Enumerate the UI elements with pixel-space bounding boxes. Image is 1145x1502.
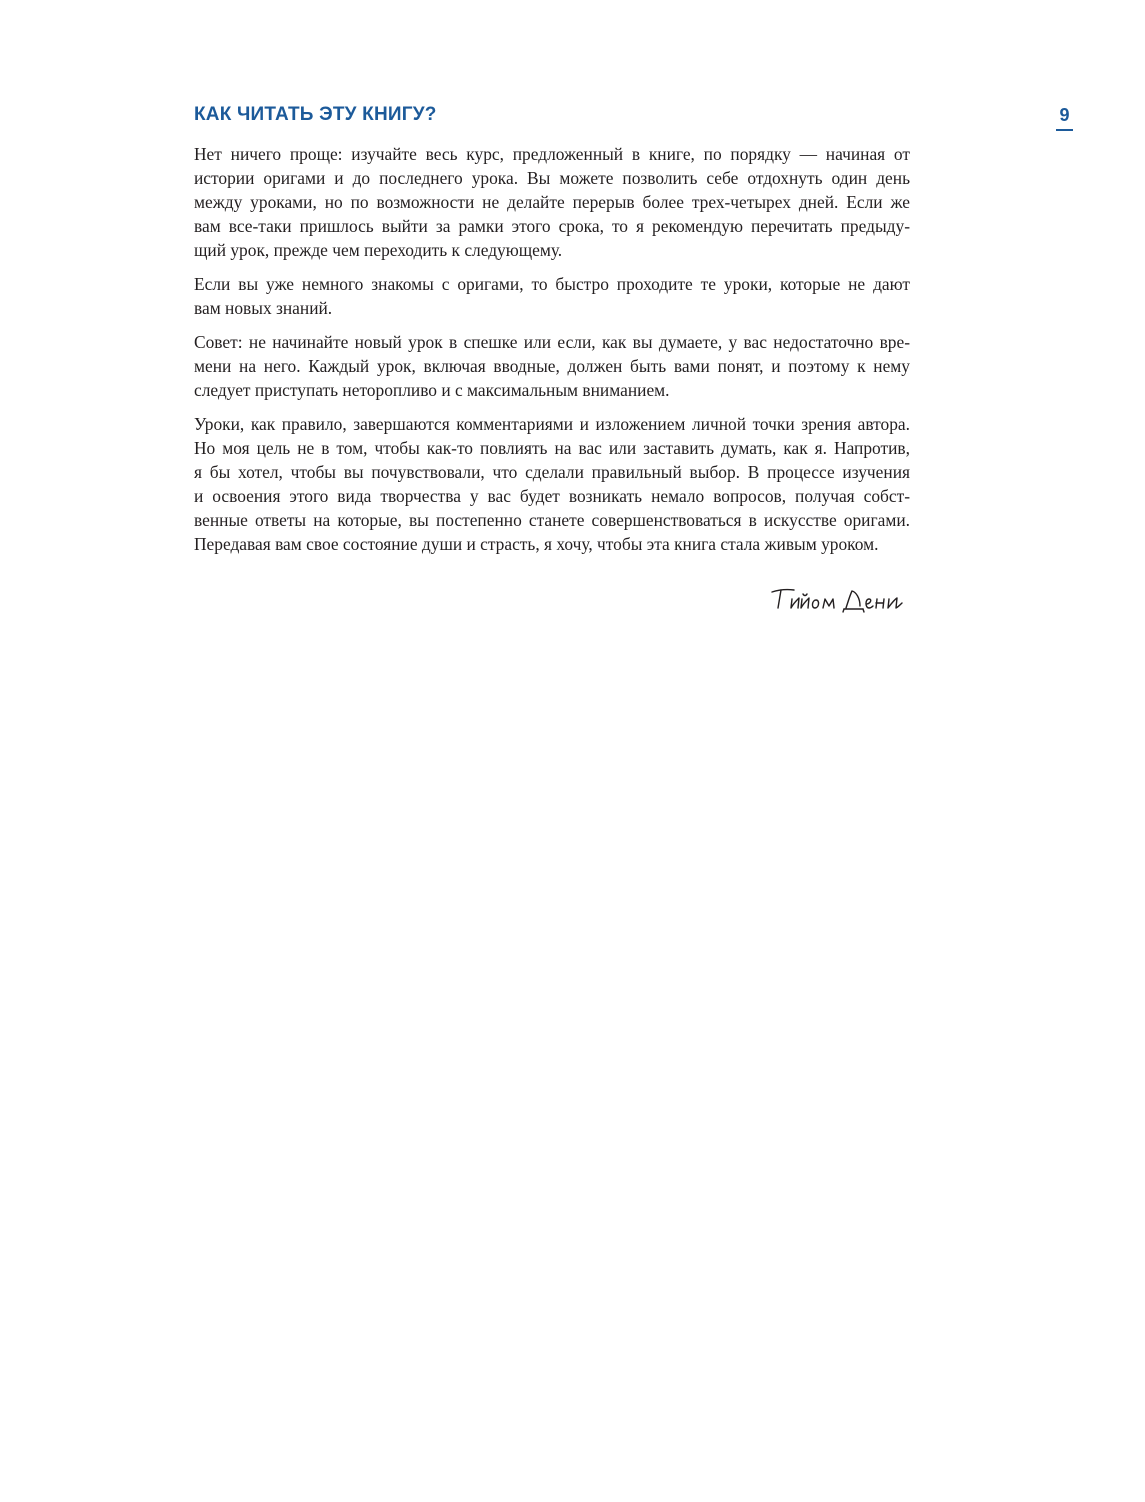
text-line: Но моя цель не в том, чтобы как-то повлиять на вас или заставить думать, как я. Напротив, — [194, 438, 910, 458]
text-line: вам все-таки пришлось выйти за рамки этого срока, то я рекомендую перечитать предыду- — [194, 216, 910, 236]
text-line: и освоения этого вида творчества у вас будет возникать немало вопросов, получая собст- — [194, 486, 910, 506]
text-line: мени на него. Каждый урок, включая вводные, должен быть вами понят, и поэтому к нему — [194, 356, 910, 376]
text-line: Нет ничего проще: изучайте весь курс, предложенный в книге, по порядку — начиная от — [194, 144, 910, 164]
text-line: щий урок, прежде чем переходить к следующему. — [194, 240, 563, 260]
paragraph-2 — [194, 272, 910, 320]
author-signature — [768, 582, 913, 618]
text-line: я бы хотел, чтобы вы почувствовали, что сделали правильный выбор. В процессе изучения — [194, 462, 910, 482]
body-text — [194, 142, 910, 566]
text-line: Уроки, как правило, завершаются комментариями и изложением личной точки зрения автора. — [194, 414, 910, 434]
text-line: следует приступать неторопливо и с максимальным вниманием. — [194, 380, 670, 400]
paragraph-1 — [194, 142, 910, 262]
paragraph-3 — [194, 330, 910, 402]
text-line: венные ответы на которые, вы постепенно станете совершенствоваться в искусстве оригами. — [194, 510, 910, 530]
text-line: вам новых знаний. — [194, 298, 333, 318]
text-line: Если вы уже немного знакомы с оригами, то быстро проходите те уроки, которые не дают — [194, 274, 910, 294]
text-line: истории оригами и до последнего урока. Вы можете позволить себе отдохнуть один день — [194, 168, 910, 188]
text-line: Совет: не начинайте новый урок в спешке или если, как вы думаете, у вас недостаточно вре- — [194, 332, 910, 352]
page-number: 9 — [1056, 104, 1073, 131]
text-line: Передавая вам свое состояние души и страсть, я хочу, чтобы эта книга стала живым уроком. — [194, 534, 879, 554]
paragraph-4 — [194, 412, 910, 556]
text-line: между уроками, но по возможности не делайте перерыв более трех-четырех дней. Если же — [194, 192, 910, 212]
section-heading: КАК ЧИТАТЬ ЭТУ КНИГУ? — [194, 104, 437, 125]
